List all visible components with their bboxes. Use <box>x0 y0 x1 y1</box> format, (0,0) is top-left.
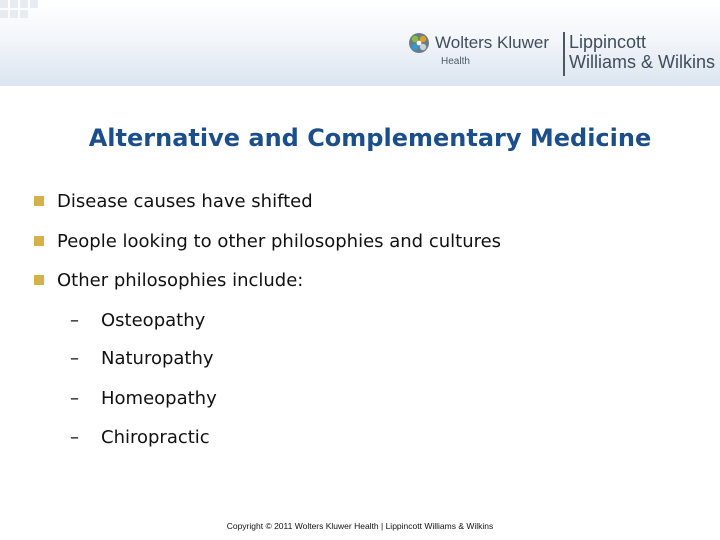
copyright-footer: Copyright © 2011 Wolters Kluwer Health | Lippincott Williams & Wilkins <box>226 521 494 531</box>
square-bullet-icon <box>34 236 44 246</box>
dash-bullet: – <box>70 309 79 331</box>
dash-bullet: – <box>70 347 79 369</box>
bullet-text: People looking to other philosophies and cultures <box>57 230 502 252</box>
wolters-kluwer-mark-icon <box>408 32 430 54</box>
sub-bullet-text: Chiropractic <box>101 426 210 448</box>
sub-bullet-text: Naturopathy <box>101 347 214 369</box>
slide-title: Alternative and Complementary Medicine <box>88 124 652 152</box>
sub-bullet-text: Osteopathy <box>101 309 206 331</box>
division-name: Health <box>441 56 470 67</box>
sub-bullet-item <box>70 422 210 452</box>
sub-bullet-item <box>70 305 205 335</box>
bullet-item <box>34 265 303 295</box>
dash-bullet: – <box>70 426 79 448</box>
bullet-item <box>34 226 501 256</box>
partner-name-line2: Williams & Wilkins <box>569 52 715 72</box>
bullet-text: Disease causes have shifted <box>57 190 313 212</box>
logo-divider <box>563 32 565 76</box>
bullet-text: Other philosophies include: <box>57 269 304 291</box>
sub-bullet-text: Homeopathy <box>101 387 217 409</box>
sub-bullet-item <box>70 343 214 373</box>
square-bullet-icon <box>34 196 44 206</box>
square-bullet-icon <box>34 275 44 285</box>
corner-decoration <box>0 0 40 20</box>
bullet-item <box>34 186 313 216</box>
company-name: Wolters Kluwer <box>435 33 549 52</box>
sub-bullet-item <box>70 383 217 413</box>
partner-name-line1: Lippincott <box>569 32 647 52</box>
dash-bullet: – <box>70 387 79 409</box>
publisher-logo <box>408 28 718 80</box>
